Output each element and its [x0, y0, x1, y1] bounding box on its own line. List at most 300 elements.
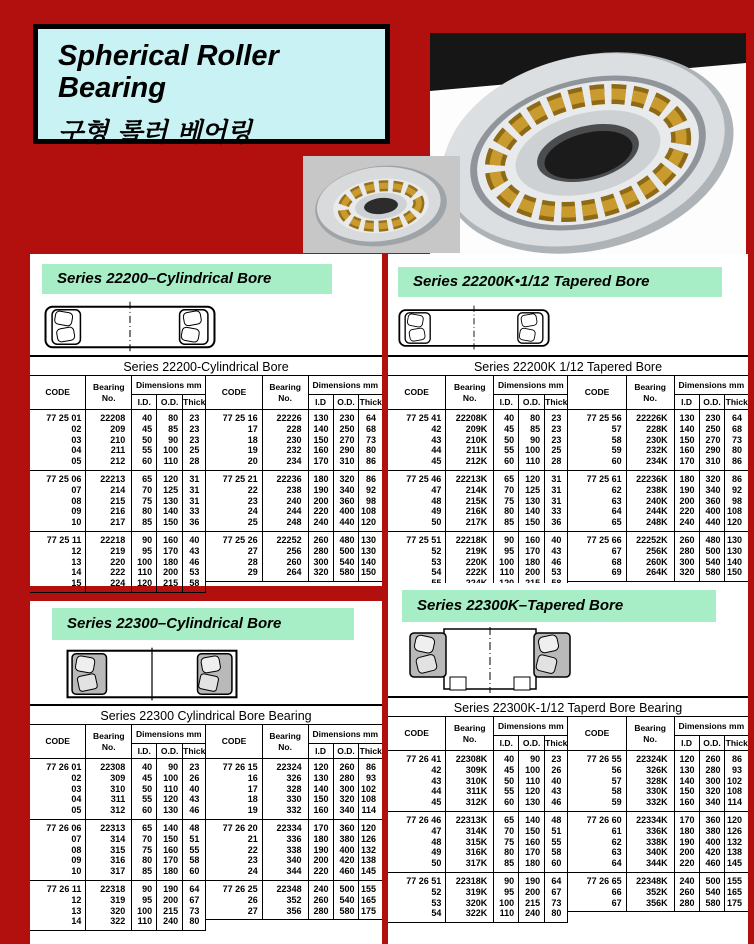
od-cell: 110	[157, 784, 183, 795]
code-cell: 48	[431, 836, 442, 847]
od-cell: 280	[699, 765, 725, 776]
thick-cell: 31	[183, 485, 206, 496]
id-cell: 140	[308, 424, 333, 435]
bearing-no-cell: 22348K	[626, 872, 674, 886]
id-cell: 320	[674, 567, 699, 581]
code-cell: 49	[431, 506, 442, 517]
table-row	[388, 496, 568, 507]
thick-cell: 108	[725, 786, 748, 797]
table-row	[30, 506, 206, 517]
table-row	[206, 557, 382, 568]
table-left-half	[388, 375, 568, 593]
thick-cell: 92	[725, 485, 748, 496]
code-cell: 58	[611, 434, 622, 445]
table-row	[30, 866, 206, 880]
code-cell: 15	[30, 578, 86, 592]
table-row	[568, 470, 748, 484]
od-cell: 125	[519, 485, 545, 496]
col-header-od: O.D.	[157, 395, 183, 410]
id-cell: 40	[132, 759, 157, 773]
table-row	[206, 496, 382, 507]
table-title-22300k: Series 22300K-1/12 Taperd Bore Bearing	[388, 696, 748, 716]
od-cell: 460	[333, 866, 359, 880]
code-cell: 14	[30, 916, 86, 930]
table-row	[30, 578, 206, 592]
col-header-bearing-no: Bearing No.	[626, 376, 674, 410]
od-cell: 200	[519, 567, 545, 578]
code-cell: 77 25 06	[30, 470, 86, 484]
bearing-no-cell: 264K	[626, 567, 674, 581]
col-header-id: I.D.	[132, 744, 157, 759]
bearing-no-cell: 222K	[446, 567, 494, 578]
table-row	[206, 531, 382, 545]
id-cell: 200	[674, 847, 699, 858]
od-cell: 270	[333, 435, 359, 446]
code-cell: 12	[71, 894, 82, 905]
id-cell: 120	[308, 759, 333, 773]
od-cell: 80	[157, 410, 183, 424]
od-cell: 230	[699, 410, 725, 424]
code-cell: 60	[611, 456, 622, 467]
cylindrical-bore-diagram	[44, 301, 216, 353]
od-cell: 100	[157, 445, 183, 456]
table-row	[206, 546, 382, 557]
code-cell: 54	[431, 567, 442, 578]
thick-cell: 31	[545, 485, 568, 496]
od-cell: 240	[519, 908, 545, 922]
col-header-bearing-no: Bearing No.	[446, 376, 494, 410]
bearing-no-cell: 22252	[262, 531, 308, 545]
od-cell: 240	[157, 916, 183, 930]
thick-cell: 46	[183, 557, 206, 568]
thick-cell: 46	[183, 805, 206, 819]
thick-cell: 23	[545, 424, 568, 435]
bearing-no-cell: 322K	[446, 908, 494, 922]
bearing-no-cell: 224	[86, 578, 132, 592]
code-cell: 14	[71, 567, 82, 578]
thick-cell: 86	[359, 456, 382, 470]
series-22200k-banner-label: Series 22200K•1/12 Tapered Bore	[413, 273, 650, 290]
od-cell: 140	[157, 819, 183, 833]
table-row	[206, 435, 382, 446]
bearing-no-cell: 310	[86, 784, 132, 795]
thick-cell: 25	[183, 445, 206, 456]
bearing-no-cell: 22208K	[446, 410, 494, 424]
thick-cell: 102	[725, 776, 748, 787]
table-row	[388, 898, 568, 909]
thick-cell: 58	[183, 578, 206, 592]
od-cell: 440	[333, 517, 359, 531]
thick-cell: 86	[725, 456, 748, 470]
col-header-dimensions: Dimensions mm	[674, 376, 748, 395]
code-cell: 04	[71, 794, 82, 805]
id-cell: 85	[494, 517, 519, 531]
thick-cell: 132	[359, 845, 382, 856]
col-header-od: O.D.	[699, 395, 725, 410]
series-22200-banner	[42, 264, 332, 294]
table-row	[30, 880, 206, 894]
col-header-bearing-no: Bearing No.	[262, 376, 308, 410]
id-cell: 150	[308, 435, 333, 446]
col-header-id: I.D.	[132, 395, 157, 410]
id-cell: 170	[308, 456, 333, 470]
table-row	[388, 435, 568, 446]
id-cell: 70	[132, 834, 157, 845]
code-cell: 49	[431, 847, 442, 858]
od-cell: 170	[519, 847, 545, 858]
id-cell: 45	[494, 424, 519, 435]
id-cell: 75	[494, 496, 519, 507]
thick-cell: 25	[545, 445, 568, 456]
id-cell: 130	[674, 410, 699, 424]
id-cell: 300	[308, 557, 333, 568]
bearing-no-cell: 310K	[446, 776, 494, 787]
od-cell: 215	[157, 578, 183, 592]
bearing-no-cell: 317	[86, 866, 132, 880]
series-22200k-banner	[398, 267, 722, 297]
bearing-no-cell: 319K	[446, 887, 494, 898]
id-cell: 110	[132, 916, 157, 930]
od-cell: 100	[519, 765, 545, 776]
col-header-od: O.D.	[333, 395, 359, 410]
thick-cell: 53	[545, 567, 568, 578]
table-row	[30, 794, 206, 805]
table-row	[568, 811, 748, 825]
col-header-code: CODE	[388, 376, 446, 410]
code-cell: 45	[431, 797, 442, 808]
table-22200	[30, 375, 382, 593]
bearing-no-cell: 216	[86, 506, 132, 517]
thick-cell: 46	[545, 557, 568, 568]
thick-cell: 23	[183, 410, 206, 424]
col-header-dimensions: Dimensions mm	[308, 376, 382, 395]
id-cell: 200	[308, 496, 333, 507]
od-cell: 215	[519, 898, 545, 909]
thick-cell: 120	[725, 811, 748, 825]
code-cell: 77 25 61	[568, 470, 626, 484]
id-cell: 320	[308, 567, 333, 581]
od-cell: 200	[157, 567, 183, 578]
bearing-no-cell: 326K	[626, 765, 674, 776]
thick-cell: 43	[545, 786, 568, 797]
thick-cell: 114	[725, 797, 748, 811]
table-row	[206, 506, 382, 517]
code-cell: 69	[568, 567, 626, 581]
thick-cell: 60	[183, 866, 206, 880]
bearing-no-cell: 330	[262, 794, 308, 805]
od-cell: 150	[519, 517, 545, 531]
id-cell: 160	[674, 797, 699, 811]
od-cell: 130	[519, 496, 545, 507]
id-cell: 95	[494, 887, 519, 898]
thick-cell: 120	[359, 819, 382, 833]
bearing-no-cell: 219K	[446, 546, 494, 557]
id-cell: 80	[494, 506, 519, 517]
id-cell: 200	[308, 855, 333, 866]
bearing-no-cell: 315	[86, 845, 132, 856]
thick-cell: 33	[545, 506, 568, 517]
code-cell: 77 25 16	[222, 413, 258, 423]
code-cell: 07	[71, 833, 82, 844]
bearing-no-cell: 230	[262, 435, 308, 446]
thick-cell: 165	[359, 895, 382, 906]
thick-cell: 46	[545, 797, 568, 811]
od-cell: 250	[699, 424, 725, 435]
od-cell: 260	[699, 751, 725, 765]
col-header-id: I.D	[308, 744, 333, 759]
bearing-no-cell: 315K	[446, 837, 494, 848]
bearing-no-cell: 311	[86, 794, 132, 805]
od-cell: 260	[333, 759, 359, 773]
id-cell: 110	[132, 567, 157, 578]
code-cell: 77 25 46	[388, 470, 446, 484]
id-cell: 180	[674, 470, 699, 484]
code-cell: 77 25 56	[586, 413, 622, 423]
bearing-no-cell: 22308	[86, 759, 132, 773]
bearing-photo-small-image	[303, 156, 460, 253]
code-cell: 52	[431, 545, 442, 556]
table-row	[568, 557, 748, 568]
id-cell: 65	[132, 470, 157, 484]
bearing-no-cell: 314	[86, 834, 132, 845]
thick-cell: 23	[545, 435, 568, 446]
id-cell: 80	[494, 847, 519, 858]
table-row	[568, 424, 748, 435]
od-cell: 540	[699, 557, 725, 568]
page-title-korean: 구형 롤러 베어링	[58, 117, 252, 148]
od-cell: 130	[157, 496, 183, 507]
thick-cell: 28	[545, 456, 568, 470]
bearing-no-cell: 217	[86, 517, 132, 531]
code-cell: 16	[247, 772, 258, 783]
thick-cell: 165	[725, 887, 748, 898]
id-cell: 90	[132, 880, 157, 894]
thick-cell: 80	[545, 908, 568, 922]
table-row	[30, 485, 206, 496]
id-cell: 150	[674, 435, 699, 446]
thick-cell: 58	[183, 855, 206, 866]
table-row	[30, 819, 206, 833]
table-row	[206, 773, 382, 784]
code-cell: 57	[611, 423, 622, 434]
id-cell: 80	[132, 855, 157, 866]
bearing-no-cell: 317K	[446, 858, 494, 872]
bearing-no-cell: 214	[86, 485, 132, 496]
code-cell: 13	[71, 905, 82, 916]
id-cell: 120	[132, 578, 157, 592]
id-cell: 200	[674, 496, 699, 507]
id-cell: 85	[494, 858, 519, 872]
id-cell: 140	[674, 776, 699, 787]
bearing-no-cell: 256	[262, 546, 308, 557]
od-cell: 400	[699, 837, 725, 848]
table-row	[206, 784, 382, 795]
od-cell: 580	[699, 898, 725, 912]
thick-cell: 68	[359, 424, 382, 435]
od-cell: 360	[333, 819, 359, 833]
bearing-no-cell: 326	[262, 773, 308, 784]
thick-cell: 93	[359, 773, 382, 784]
od-cell: 400	[699, 506, 725, 517]
od-cell: 140	[157, 506, 183, 517]
id-cell: 85	[132, 866, 157, 880]
thick-cell: 40	[545, 776, 568, 787]
od-cell: 500	[699, 546, 725, 557]
id-cell: 130	[674, 765, 699, 776]
series-22300k-banner	[402, 590, 716, 622]
code-cell: 28	[247, 556, 258, 567]
thick-cell: 155	[725, 872, 748, 886]
code-cell: 59	[611, 797, 622, 808]
thick-cell: 67	[183, 895, 206, 906]
code-cell: 42	[431, 764, 442, 775]
id-cell: 55	[132, 794, 157, 805]
bearing-no-cell: 217K	[446, 517, 494, 531]
code-cell: 77 26 46	[388, 811, 446, 825]
code-cell: 64	[611, 858, 622, 869]
col-header-od: O.D.	[157, 744, 183, 759]
bearing-no-cell: 320	[86, 906, 132, 917]
table-row	[206, 880, 382, 894]
bearing-no-cell: 311K	[446, 786, 494, 797]
bearing-no-cell: 215	[86, 496, 132, 507]
code-cell: 68	[611, 556, 622, 567]
table-row	[30, 435, 206, 446]
code-cell: 53	[431, 897, 442, 908]
thick-cell: 43	[183, 546, 206, 557]
thick-cell: 130	[359, 531, 382, 545]
code-cell: 10	[71, 866, 82, 877]
table-row	[568, 837, 748, 848]
bearing-no-cell: 248	[262, 517, 308, 531]
id-cell: 65	[494, 470, 519, 484]
table-22300k	[388, 716, 748, 923]
col-header-thick: Thick	[359, 395, 382, 410]
table-row	[30, 456, 206, 470]
od-cell: 180	[519, 858, 545, 872]
id-cell: 90	[132, 531, 157, 545]
code-cell: 77 25 21	[206, 470, 262, 484]
table-row	[388, 424, 568, 435]
bearing-no-cell: 209K	[446, 424, 494, 435]
thick-cell: 23	[183, 435, 206, 446]
col-header-code: CODE	[206, 725, 262, 759]
id-cell: 240	[308, 880, 333, 894]
table-row	[388, 445, 568, 456]
bearing-no-cell: 238K	[626, 485, 674, 496]
table-row	[388, 797, 568, 811]
thick-cell: 64	[545, 872, 568, 886]
table-row	[388, 887, 568, 898]
id-cell: 220	[674, 858, 699, 872]
code-cell: 13	[71, 556, 82, 567]
od-cell: 200	[157, 895, 183, 906]
bearing-no-cell: 228K	[626, 424, 674, 435]
id-cell: 80	[132, 506, 157, 517]
bearing-no-cell: 222	[86, 567, 132, 578]
table-row	[30, 759, 206, 773]
od-cell: 340	[333, 485, 359, 496]
col-header-code: CODE	[388, 717, 446, 751]
bearing-no-cell: 356	[262, 906, 308, 920]
thick-cell: 145	[359, 866, 382, 880]
table-row	[30, 916, 206, 930]
code-cell: 19	[247, 805, 258, 816]
code-cell: 77 25 01	[46, 413, 82, 423]
od-cell: 400	[333, 506, 359, 517]
bearing-no-cell: 232	[262, 445, 308, 456]
od-cell: 150	[157, 517, 183, 531]
table-row	[568, 485, 748, 496]
bearing-no-cell: 314K	[446, 826, 494, 837]
id-cell: 190	[674, 485, 699, 496]
series-22300-banner	[52, 608, 354, 640]
code-cell: 77 26 01	[46, 762, 82, 772]
id-cell: 240	[674, 517, 699, 531]
id-cell: 50	[494, 776, 519, 787]
col-header-code: CODE	[568, 376, 626, 410]
od-cell: 160	[519, 837, 545, 848]
od-cell: 500	[699, 872, 725, 886]
table-row	[30, 895, 206, 906]
code-cell: 57	[611, 775, 622, 786]
bearing-no-cell: 248K	[626, 517, 674, 531]
bearing-no-cell: 210K	[446, 435, 494, 446]
od-cell: 270	[699, 435, 725, 446]
od-cell: 160	[519, 531, 545, 545]
thick-cell: 64	[725, 410, 748, 424]
table-row	[30, 855, 206, 866]
id-cell: 40	[494, 751, 519, 765]
table-row	[30, 784, 206, 795]
code-cell: 47	[431, 825, 442, 836]
table-left-half	[30, 375, 206, 593]
id-cell: 90	[494, 531, 519, 545]
od-cell: 110	[519, 776, 545, 787]
code-cell: 77 26 65	[568, 872, 626, 886]
id-cell: 140	[308, 784, 333, 795]
code-cell: 50	[431, 858, 442, 869]
table-row	[206, 866, 382, 880]
thick-cell: 92	[359, 485, 382, 496]
code-cell: 77 26 25	[206, 880, 262, 894]
col-header-thick: Thick	[183, 395, 206, 410]
od-cell: 170	[157, 855, 183, 866]
od-cell: 120	[157, 794, 183, 805]
table-row	[388, 557, 568, 568]
section-22300	[30, 601, 382, 944]
id-cell: 95	[132, 546, 157, 557]
id-cell: 170	[308, 819, 333, 833]
table-row	[388, 546, 568, 557]
code-cell: 26	[247, 894, 258, 905]
thick-cell: 130	[359, 546, 382, 557]
thick-cell: 55	[545, 837, 568, 848]
code-cell: 02	[71, 772, 82, 783]
thick-cell: 23	[545, 751, 568, 765]
table-row	[206, 410, 382, 424]
code-cell: 42	[431, 423, 442, 434]
bearing-no-cell: 234K	[626, 456, 674, 470]
od-cell: 200	[519, 887, 545, 898]
code-cell: 67	[611, 545, 622, 556]
od-cell: 250	[333, 424, 359, 435]
bearing-no-cell: 322	[86, 916, 132, 930]
od-cell: 230	[333, 410, 359, 424]
col-header-id: I.D	[308, 395, 333, 410]
thick-cell: 138	[359, 855, 382, 866]
table-row	[30, 470, 206, 484]
